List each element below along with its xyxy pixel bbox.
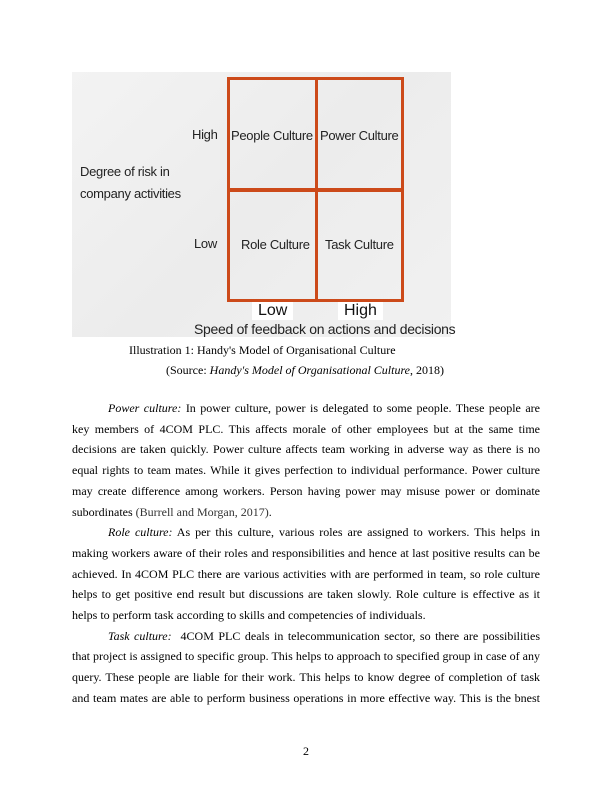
quadrant-people-culture — [227, 77, 318, 192]
figure-caption: Illustration 1: Handy's Model of Organisational Culture — [129, 343, 396, 357]
quadrant-role-culture — [227, 188, 318, 302]
x-axis-title: Speed of feedback on actions and decisions — [194, 321, 456, 337]
cell-label: Power Culture — [320, 128, 399, 143]
page-number: 2 — [303, 744, 309, 758]
paragraph-power-culture: Power culture: In power culture, power is delegated to some people. These people are key members of 4COM PLC. This affects morale of other employees but at the same time decisions are taken quickly. Power culture affects team working in adverse way as there is no equal rights to team mates. While it gives perfection to individual performance. Power culture may create difference among workers. Person having power may misuse power or dominate subordinates (Burrell and Morgan, 2017). — [72, 401, 540, 519]
cell-label: People Culture — [231, 128, 313, 143]
x-low-label: Low — [252, 302, 293, 320]
y-axis-title-line1: Degree of risk in — [80, 164, 170, 179]
body-text — [72, 398, 543, 709]
y-low-label: Low — [194, 236, 217, 251]
x-high-label: High — [338, 302, 383, 320]
figure-source: (Source: Handy's Model of Organisational Culture, 2018) — [166, 363, 444, 377]
handy-model-figure — [72, 72, 456, 337]
quadrant-power-culture — [315, 77, 404, 192]
paragraph-role-culture: Role culture: As per this culture, various roles are assigned to workers. This helps in making workers aware of their roles and responsibilities and hence at last positive results can be achieved. In 4COM PLC there are various activities with are performed in team, so role culture helps to get positive end result but discussions are taken slowly. Role culture is effective as it helps to perform task according to skills and competencies of individuals. — [72, 525, 541, 623]
y-high-label: High — [192, 127, 218, 142]
cell-label: Role Culture — [241, 237, 310, 252]
quadrant-task-culture — [315, 188, 404, 302]
y-axis-title-line2: company activities — [80, 186, 181, 201]
paragraph-task-culture: Task culture: 4COM PLC deals in telecommunication sector, so there are possibilities that project is assigned to specific group. This helps to approach to specified group in case of any query. These people are liable for their work. This helps to know degree of completion of task and team mates are able to perform business operations in more effective way. This is the bnest — [72, 628, 543, 705]
cell-label: Task Culture — [325, 237, 394, 252]
